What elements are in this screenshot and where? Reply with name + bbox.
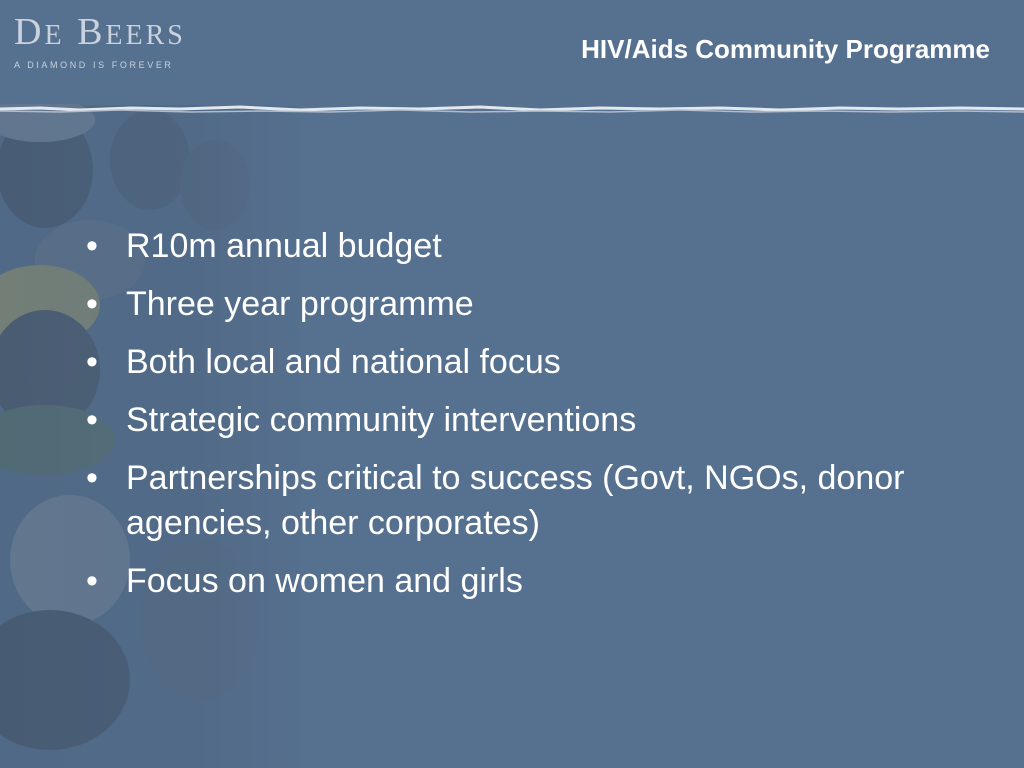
- bullet-list: [86, 224, 986, 617]
- logo-letter-d: D: [14, 11, 45, 53]
- logo-tagline: A DIAMOND IS FOREVER: [14, 60, 174, 70]
- bullet-marker: •: [86, 343, 98, 381]
- logo-letter-b: B: [77, 11, 106, 53]
- bullet-text: R10m annual budget: [126, 227, 442, 265]
- bullet-item: [86, 559, 986, 604]
- bullet-marker: •: [86, 401, 98, 439]
- logo-letter-e: E: [44, 20, 65, 51]
- header-bar: [0, 0, 1024, 104]
- header-divider-rule: [0, 101, 1024, 117]
- logo-letters-eers: EERS: [105, 20, 186, 51]
- logo-wordmark: [14, 12, 186, 56]
- de-beers-logo: [14, 12, 186, 70]
- bullet-item: [86, 282, 986, 327]
- bullet-text: Three year programme: [126, 285, 474, 323]
- bullet-text: Partnerships critical to success (Govt, NGOs, donor agencies, other corporates): [126, 459, 905, 542]
- bullet-text: Strategic community interventions: [126, 401, 637, 439]
- bullet-item: [86, 340, 986, 385]
- bullet-item: [86, 224, 986, 269]
- bullet-text: Both local and national focus: [126, 343, 561, 381]
- bullet-marker: •: [86, 459, 98, 497]
- bullet-marker: •: [86, 227, 98, 265]
- bullet-marker: •: [86, 562, 98, 600]
- slide-title: HIV/Aids Community Programme: [581, 34, 990, 64]
- bullet-marker: •: [86, 285, 98, 323]
- bullet-item: [86, 456, 986, 546]
- bullet-item: [86, 398, 986, 443]
- bullet-text: Focus on women and girls: [126, 562, 523, 600]
